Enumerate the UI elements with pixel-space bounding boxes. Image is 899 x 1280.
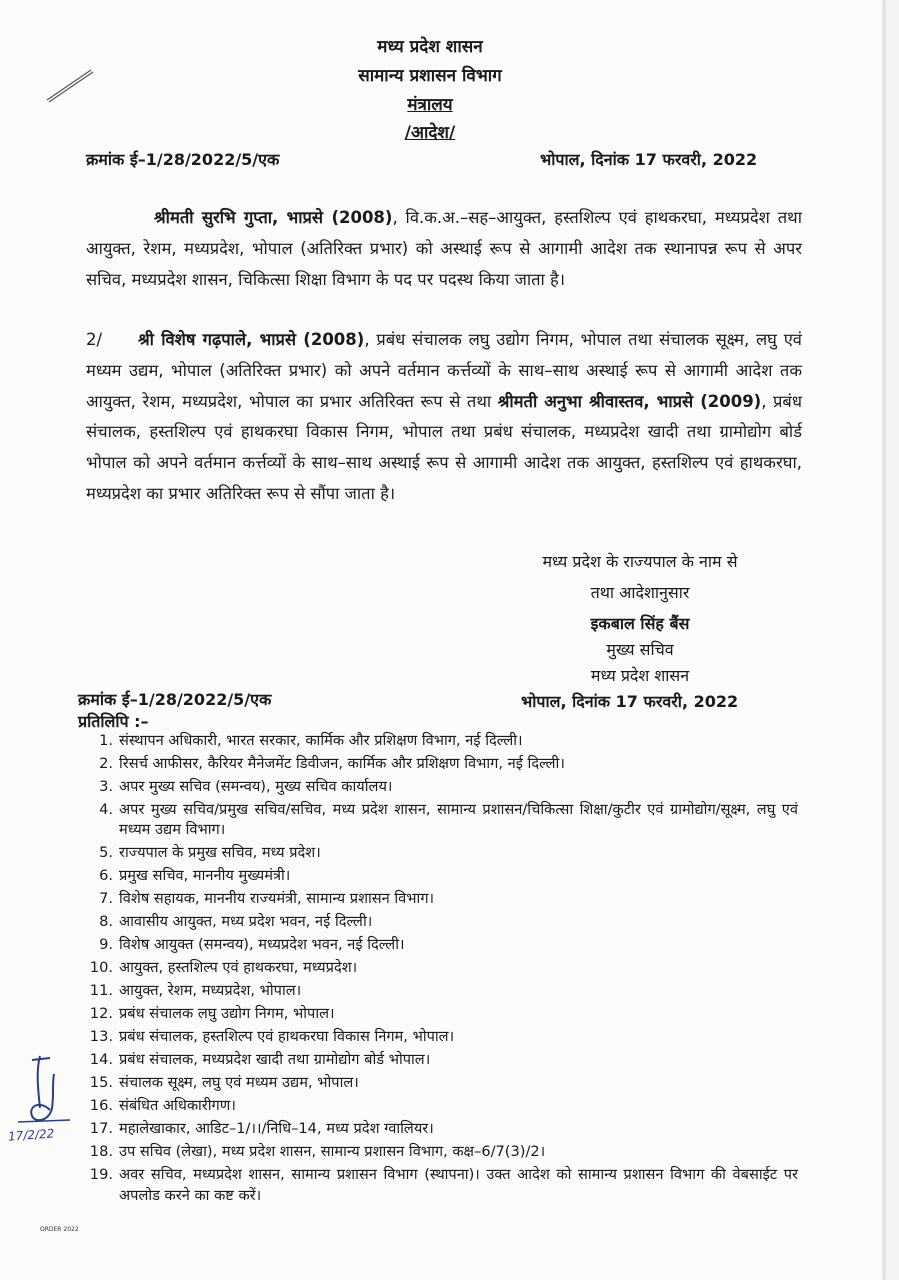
list-item xyxy=(86,935,798,955)
signatory-designation: मुख्य सचिव xyxy=(606,640,674,659)
list-item-text: विशेष आयुक्त (समन्वय), मध्यप्रदेश भवन, नई दिल्ली। xyxy=(119,936,405,954)
copy-place-date: भोपाल, दिनांक 17 फरवरी, 2022 xyxy=(521,692,739,711)
list-item-text: विशेष सहायक, माननीय राज्यमंत्री, सामान्य प्रशासन विभाग। xyxy=(119,890,435,908)
list-item-text: संचालक सूक्ष्म, लघु एवं मध्यम उद्यम, भोपाल। xyxy=(119,1074,359,1092)
list-item xyxy=(86,1142,798,1162)
paragraph-2-number: 2/ xyxy=(86,330,103,349)
pen-mark xyxy=(44,66,96,106)
list-item xyxy=(86,889,798,909)
list-item xyxy=(86,1165,798,1206)
paragraph-2-text-1: , प्रबंध संचालक लघु उद्योग निगम, भोपाल तथा संचालक सूक्ष्म, लघु एवं मध्यम उद्यम, भोपाल (अतिरिक्त प्रभार) को अपने वर्तमान कर्त्तव्यों के साथ–साथ अस्थाई रूप से आगामी आदेश तक आयुक्त, रेशम, मध्यप्रदेश, भोपाल का प्रभार अतिरिक्त रूप से तथा xyxy=(86,330,802,411)
paragraph-1-text: , वि.क.अ.–सह–आयुक्त, हस्तशिल्प एवं हाथकरघा, मध्यप्रदेश तथा आयुक्त, रेशम, मध्यप्रदेश, भोपाल (अतिरिक्त प्रभार) को अस्थाई रूप से आगामी आदेश तक स्थानापन्न रूप से अपर सचिव, मध्यप्रदेश शासन, चिकित्सा शिक्षा विभाग के पद पर पदस्थ किया जाता है। xyxy=(86,208,802,289)
list-item-number: 7. xyxy=(99,890,113,908)
list-item-number: 15. xyxy=(89,1074,113,1092)
list-item-number: 5. xyxy=(99,844,113,862)
order-number: क्रमांक ई–1/28/2022/5/एक xyxy=(86,150,280,169)
list-item-text: उप सचिव (लेखा), मध्य प्रदेश शासन, सामान्य प्रशासन विभाग, कक्ष–6/7(3)/2। xyxy=(119,1143,546,1161)
list-item xyxy=(86,800,798,841)
header-ministry: मंत्रालय xyxy=(407,95,453,115)
copy-recipient-list xyxy=(86,731,798,1209)
list-item-number: 18. xyxy=(89,1143,113,1161)
officer-name-1: श्रीमती सुरभि गुप्ता, भाप्रसे (2008) xyxy=(154,208,393,227)
paragraph-2-text-2: , प्रबंध संचालक, हस्तशिल्प एवं हाथकरघा विकास निगम, भोपाल तथा प्रबंध संचालक, मध्यप्रदेश खादी तथा ग्रामोद्योग बोर्ड भोपाल को अपने वर्तमान कर्त्तव्यों के साथ–साथ अस्थाई रूप से आगामी आदेश तक आयुक्त, हस्तशिल्प एवं हाथकरघा, मध्यप्रदेश का प्रभार अतिरिक्त रूप से सौंपा जाता है। xyxy=(86,391,802,503)
officer-name-3: श्रीमती अनुभा श्रीवास्तव, भाप्रसे (2009) xyxy=(497,391,762,411)
order-place-date: भोपाल, दिनांक 17 फरवरी, 2022 xyxy=(540,150,758,169)
list-item-text: संबंधित अधिकारीगण। xyxy=(119,1097,236,1115)
page-edge xyxy=(884,0,885,1280)
handwritten-date: 17/2/22 xyxy=(7,1126,55,1144)
handwritten-initials xyxy=(10,1050,80,1130)
list-item-number: 16. xyxy=(89,1097,113,1115)
header-government: मध्य प्रदेश शासन xyxy=(377,37,483,57)
header-order: /आदेश/ xyxy=(404,123,456,143)
list-item-number: 17. xyxy=(89,1120,113,1138)
signature-order-line: तथा आदेशानुसार xyxy=(590,583,690,602)
list-item-number: 1. xyxy=(99,732,113,749)
list-item xyxy=(86,1096,798,1116)
list-item-number: 11. xyxy=(89,982,113,1000)
copy-order-number: क्रमांक ई–1/28/2022/5/एक xyxy=(78,690,272,709)
signature-authority: मध्य प्रदेश के राज्यपाल के नाम से xyxy=(542,552,738,571)
list-item xyxy=(86,1027,798,1047)
list-item-number: 10. xyxy=(89,959,113,977)
list-item-text: महालेखाकार, आडिट–1/।।/निधि–14, मध्य प्रदेश ग्वालियर। xyxy=(119,1120,434,1138)
list-item xyxy=(86,1073,798,1093)
header-department: सामान्य प्रशासन विभाग xyxy=(358,66,502,86)
list-item-text: आयुक्त, रेशम, मध्यप्रदेश, भोपाल। xyxy=(119,982,302,1000)
list-item xyxy=(86,866,798,886)
list-item-text: अपर मुख्य सचिव/प्रमुख सचिव/सचिव, मध्य प्रदेश शासन, सामान्य प्रशासन/चिकित्सा शिक्षा/कुटीर एवं ग्रामोद्योग/सूक्ष्म, लघु एवं मध्यम उद्यम विभाग। xyxy=(119,801,798,839)
list-item-number: 6. xyxy=(99,867,113,885)
list-item xyxy=(86,1004,798,1024)
footer-code: ORDER 2022 xyxy=(40,1226,79,1233)
list-item-text: संस्थापन अधिकारी, भारत सरकार, कार्मिक और प्रशिक्षण विभाग, नई दिल्ली। xyxy=(119,732,523,749)
list-item-text: प्रबंध संचालक, हस्तशिल्प एवं हाथकरघा विकास निगम, भोपाल। xyxy=(119,1028,455,1046)
copy-label: प्रतिलिपि :– xyxy=(78,712,149,731)
list-item-text: आयुक्त, हस्तशिल्प एवं हाथकरघा, मध्यप्रदेश। xyxy=(119,959,358,977)
list-item-number: 12. xyxy=(89,1005,113,1023)
list-item-number: 3. xyxy=(99,778,113,795)
list-item xyxy=(86,1119,798,1139)
list-item xyxy=(86,754,798,774)
list-item-text: अवर सचिव, मध्यप्रदेश शासन, सामान्य प्रशासन विभाग (स्थापना)। उक्त आदेश को सामान्य प्रशासन विभाग की वेबसाईट पर अपलोड करने का कष्ट करें। xyxy=(119,1166,798,1204)
list-item xyxy=(86,1050,798,1070)
list-item xyxy=(86,912,798,932)
list-item xyxy=(86,777,798,797)
signatory-name: इकबाल सिंह बैंस xyxy=(590,614,690,633)
paragraph-2 xyxy=(86,325,802,510)
list-item-number: 9. xyxy=(99,936,113,954)
list-item xyxy=(86,981,798,1001)
list-item-number: 4. xyxy=(99,801,113,818)
list-item-number: 19. xyxy=(89,1166,113,1184)
list-item-text: प्रबंध संचालक, मध्यप्रदेश खादी तथा ग्रामोद्योग बोर्ड भोपाल। xyxy=(119,1051,431,1069)
list-item-text: रिसर्च आफीसर, कैरियर मैनेजमेंट डिवीजन, कार्मिक और प्रशिक्षण विभाग, नई दिल्ली। xyxy=(119,755,565,772)
list-item-text: राज्यपाल के प्रमुख सचिव, मध्य प्रदेश। xyxy=(119,844,321,862)
list-item-text: आवासीय आयुक्त, मध्य प्रदेश भवन, नई दिल्ली। xyxy=(119,913,373,931)
list-item xyxy=(86,958,798,978)
signatory-office: मध्य प्रदेश शासन xyxy=(590,666,690,685)
list-item xyxy=(86,731,798,751)
list-item-text: अपर मुख्य सचिव (समन्वय), मुख्य सचिव कार्यालय। xyxy=(119,778,393,795)
list-item-number: 14. xyxy=(89,1051,113,1069)
paragraph-1 xyxy=(86,203,802,295)
list-item-text: प्रबंध संचालक लघु उद्योग निगम, भोपाल। xyxy=(119,1005,335,1023)
list-item-number: 8. xyxy=(99,913,113,931)
list-item-number: 13. xyxy=(89,1028,113,1046)
list-item-text: प्रमुख सचिव, माननीय मुख्यमंत्री। xyxy=(119,867,291,885)
list-item-number: 2. xyxy=(99,755,113,772)
list-item xyxy=(86,843,798,863)
officer-name-2: श्री विशेष गढ़पाले, भाप्रसे (2008) xyxy=(138,330,365,349)
